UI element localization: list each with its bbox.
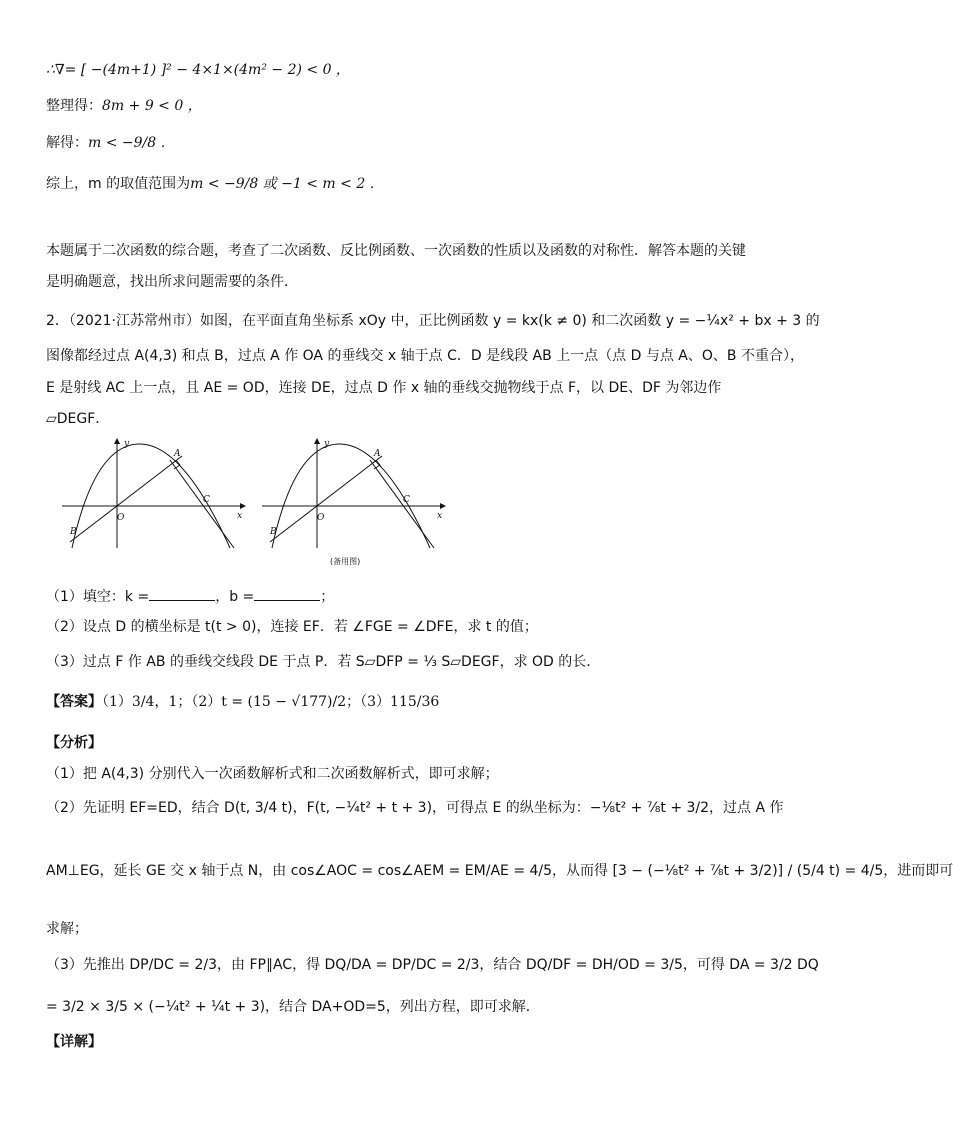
label-y: y <box>324 439 330 449</box>
answer-label: 【答案】 <box>46 694 102 710</box>
analysis-p3a: （3）先推出 DP/DC = 2/3，由 FP∥AC，得 DQ/DA = DP/DC = 2/3，结合 DQ/DF = DH/OD = 3/5，可得 DA = 3/2 DQ <box>46 957 819 973</box>
figure-caption: (备用图) <box>330 557 361 566</box>
answer-line <box>46 692 439 712</box>
perpendicular-ac <box>370 460 434 548</box>
y-axis-arrow <box>314 438 320 444</box>
line-oa <box>70 456 182 542</box>
label-b: B <box>270 527 277 537</box>
x-axis-arrow <box>240 503 246 509</box>
y-axis-arrow <box>114 438 120 444</box>
k-blank[interactable] <box>149 586 215 601</box>
backup-figure <box>258 436 448 552</box>
question-2: （2）设点 D 的横坐标是 t(t > 0)，连接 EF．若 ∠FGE = ∠DFE，求 t 的值； <box>46 619 538 635</box>
simplify-expr: 8m + 9 < 0 ， <box>102 98 202 114</box>
label-a: A <box>174 449 181 459</box>
label-y: y <box>124 439 130 449</box>
problem-number: 2． <box>46 313 69 329</box>
analysis-p1: （1）把 A(4,3) 分别代入一次函数解析式和二次函数解析式，即可求解； <box>46 766 499 782</box>
conclusion-line <box>46 174 384 194</box>
question-1 <box>46 586 334 607</box>
problem-line-2: 图像都经过点 A(4,3) 和点 B，过点 A 作 OA 的垂线交 x 轴于点 C．D 是线段 AB 上一点（点 D 与点 A、O、B 不重合）， <box>46 348 804 364</box>
comment-line-1: 本题属于二次函数的综合题，考查了二次函数、反比例函数、一次函数的性质以及函数的对称性．解答本题的关键 <box>46 243 746 259</box>
problem-line-1 <box>46 311 820 331</box>
problem-stem-1: 如图，在平面直角坐标系 xOy 中，正比例函数 y = kx(k ≠ 0) 和二次函数 y = −¼x² + bx + 3 的 <box>200 313 820 329</box>
simplify-prefix: 整理得： <box>46 98 102 114</box>
analysis-p2c: 求解； <box>46 921 88 937</box>
solve-expr: m < −9/8 ． <box>88 135 175 151</box>
simplify-line <box>46 96 202 116</box>
question-3: （3）过点 F 作 AB 的垂线交线段 DE 于点 P．若 S▱DFP = ⅓ S▱DEGF，求 OD 的长． <box>46 654 601 670</box>
analysis-label-text: 【分析】 <box>46 735 102 751</box>
problem-source: （2021·江苏常州市） <box>68 313 201 329</box>
analysis-p2b: AM⊥EG，延长 GE 交 x 轴于点 N，由 cos∠AOC = cos∠AEM = EM/AE = 4/5，从而得 [3 − (−⅛t² + ⅞t + 3/2)] / (5/4 t) = 4/5，进而即可 <box>46 863 953 879</box>
analysis-p2a: （2）先证明 EF=ED，结合 D(t, 3/4 t)，F(t, −¼t² + t + 3)，可得点 E 的纵坐标为：−⅛t² + ⅞t + 3/2，过点 A 作 <box>46 800 784 816</box>
conclusion-prefix: 综上，m 的取值范围为 <box>46 176 191 192</box>
label-c: C <box>203 495 210 505</box>
label-b: B <box>70 527 77 537</box>
answer-text: （1）3/4，1；（2）t = (15 − √177)/2；（3）115/36 <box>102 694 440 710</box>
label-o: O <box>317 513 325 523</box>
problem-line-4: ▱DEGF． <box>46 411 110 427</box>
problem-figure <box>58 436 248 552</box>
problem-line-3: E 是射线 AC 上一点，且 AE = OD，连接 DE，过点 D 作 x 轴的垂线交抛物线于点 F，以 DE、DF 为邻边作 <box>46 380 722 396</box>
delta-text: ∴∇= [ −(4m+1) ]² − 4×1×(4m² − 2) < 0 ， <box>46 62 350 78</box>
b-blank[interactable] <box>254 586 320 601</box>
analysis-p3b: = 3/2 × 3/5 × (−¼t² + ¼t + 3)，结合 DA+OD=5，列出方程，即可求解． <box>46 999 540 1015</box>
label-x: x <box>437 511 443 521</box>
delta-inequality <box>46 60 350 80</box>
label-c: C <box>403 495 410 505</box>
x-axis-arrow <box>440 503 446 509</box>
conclusion-expr: m < −9/8 或 −1 < m < 2 ． <box>190 176 384 192</box>
label-o: O <box>117 513 125 523</box>
label-a: A <box>374 449 381 459</box>
comment-line-2: 是明确题意，找出所求问题需要的条件． <box>46 274 298 290</box>
detail-label <box>46 1032 102 1052</box>
q1-prefix: （1）填空：k = <box>46 589 150 605</box>
q1-mid: ，b = <box>215 589 255 605</box>
line-oa <box>270 456 382 542</box>
perpendicular-ac <box>170 460 234 548</box>
label-x: x <box>237 511 243 521</box>
solve-prefix: 解得： <box>46 135 88 151</box>
q1-end: ； <box>320 589 335 605</box>
analysis-label <box>46 733 102 753</box>
detail-label-text: 【详解】 <box>46 1034 102 1050</box>
solve-line <box>46 133 175 153</box>
